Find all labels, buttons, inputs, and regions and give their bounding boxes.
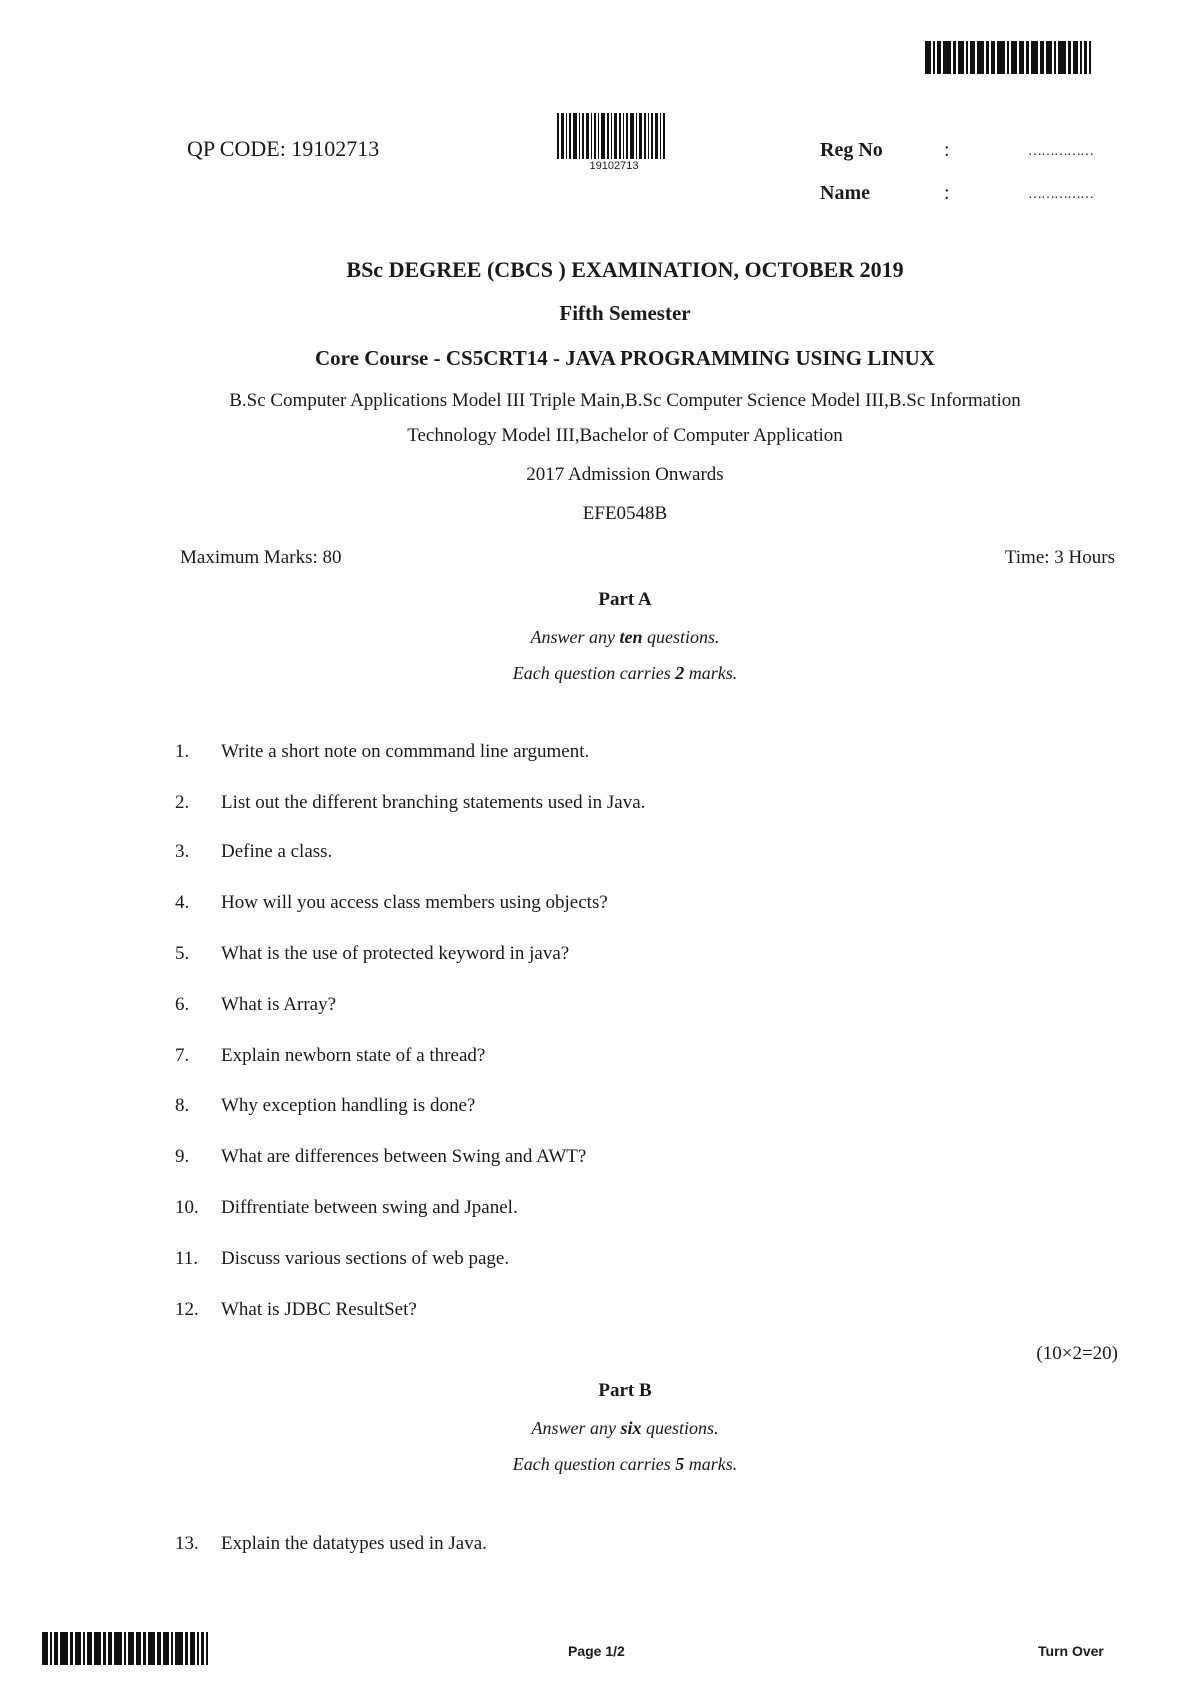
programmes-line-2: Technology Model III,Bachelor of Computer Application [407, 425, 843, 446]
course-title: Core Course - CS5CRT14 - JAVA PROGRAMMING USING LINUX [315, 346, 935, 370]
name-label: Name [820, 182, 870, 204]
question-10: 10. Diffrentiate between swing and Jpanel. [175, 1197, 518, 1218]
question-1: 1. Write a short note on commmand line argument. [175, 741, 590, 762]
part-a-title: Part A [598, 589, 652, 610]
reg-no-colon: : [944, 139, 950, 161]
question-11: 11. Discuss various sections of web page. [175, 1248, 510, 1269]
question-7: 7. Explain newborn state of a thread? [175, 1045, 486, 1066]
part-a-marks: (10×2=20) [1036, 1343, 1118, 1364]
admission-note: 2017 Admission Onwards [526, 464, 724, 485]
qp-barcode [557, 113, 673, 159]
exam-title: BSc DEGREE (CBCS ) EXAMINATION, OCTOBER 2019 [346, 257, 904, 282]
question-4: 4. How will you access class members using objects? [175, 892, 608, 913]
question-5: 5. What is the use of protected keyword in java? [175, 943, 570, 964]
part-a-instruction-1: Answer any ten questions. [530, 627, 720, 647]
barcode-number: 19102713 [589, 160, 639, 172]
reg-no-label: Reg No [820, 139, 883, 161]
turn-over: Turn Over [1038, 1643, 1104, 1659]
part-b-instruction-1: Answer any six questions. [531, 1418, 719, 1438]
page-number: Page 1/2 [568, 1643, 625, 1659]
bottom-left-barcode [42, 1632, 242, 1665]
max-marks: Maximum Marks: 80 [180, 547, 342, 568]
qp-code: QP CODE: 19102713 [187, 136, 380, 161]
question-12: 12. What is JDBC ResultSet? [175, 1299, 417, 1320]
reg-no-blank: …………… [1028, 144, 1093, 159]
name-colon: : [944, 182, 950, 204]
name-blank: …………… [1028, 187, 1093, 202]
semester: Fifth Semester [559, 301, 691, 325]
part-a-instruction-2: Each question carries 2 marks. [512, 663, 738, 683]
time-allowed: Time: 3 Hours [1004, 547, 1115, 568]
part-b-instruction-2: Each question carries 5 marks. [512, 1454, 738, 1474]
programmes-line-1: B.Sc Computer Applications Model III Triple Main,B.Sc Computer Science Model III,B.Sc Information [229, 390, 1021, 411]
question-13: 13. Explain the datatypes used in Java. [175, 1533, 487, 1554]
question-6: 6. What is Array? [175, 994, 337, 1015]
question-9: 9. What are differences between Swing and AWT? [175, 1146, 587, 1167]
part-b-title: Part B [598, 1380, 652, 1401]
top-right-barcode [925, 41, 1125, 74]
question-2: 2. List out the different branching statements used in Java. [175, 792, 646, 813]
question-8: 8. Why exception handling is done? [175, 1095, 476, 1116]
paper-code: EFE0548B [582, 503, 668, 524]
question-3: 3. Define a class. [175, 841, 333, 862]
